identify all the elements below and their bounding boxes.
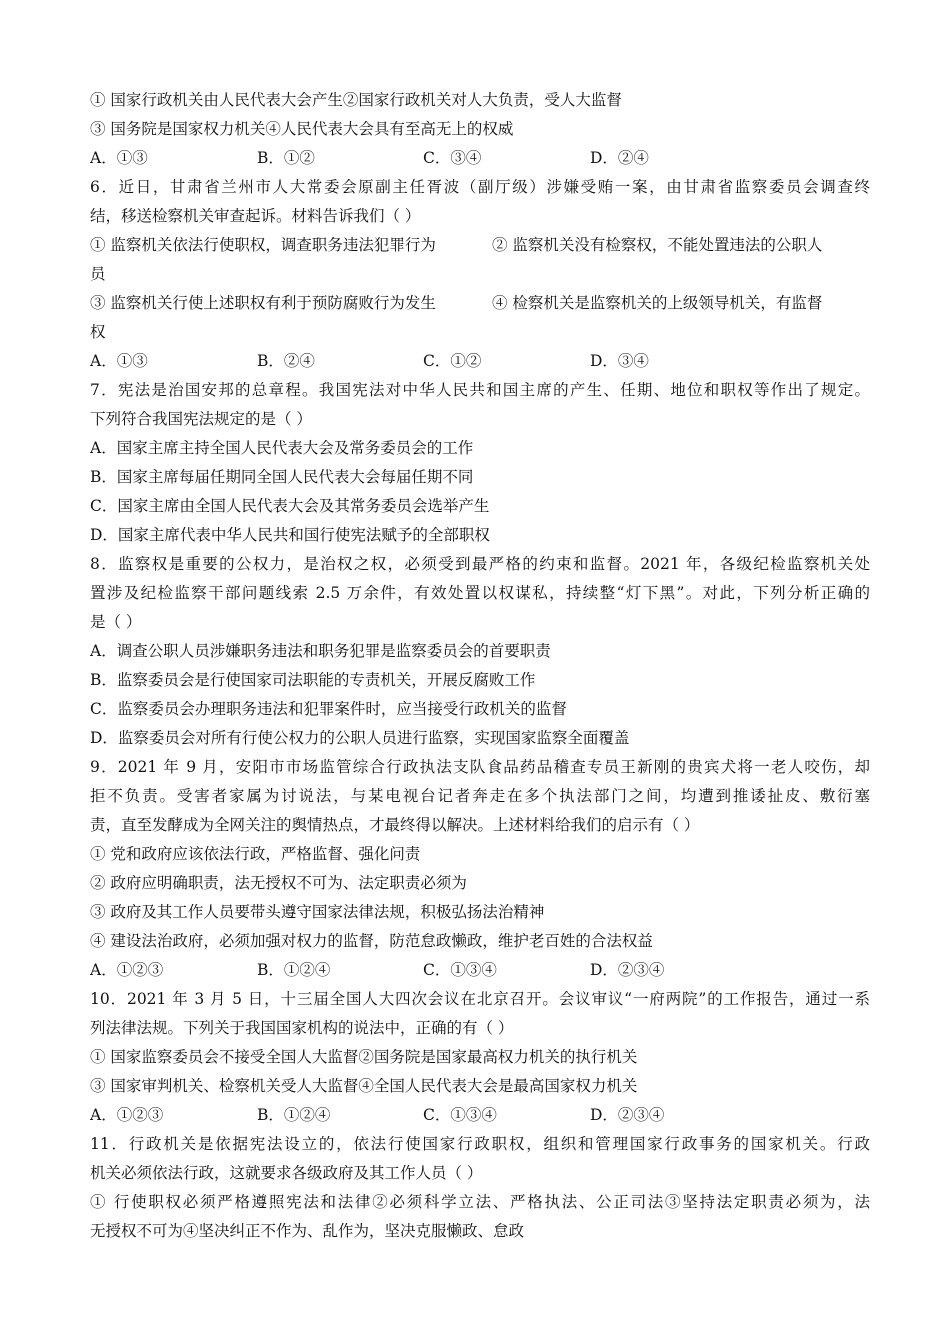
q10-option-b[interactable]: B．①②④ <box>257 1106 331 1124</box>
q8-stem-line-2: 置涉及纪检监察干部问题线索 2.5 万余件，有效处置以权谋私，持续整“灯下黑”。对此，下列分析正确的 <box>90 584 870 602</box>
q9-statement-2: ② 政府应明确职责，法无授权不可为、法定职责必须为 <box>90 874 467 892</box>
q9-stem-line-2: 拒不负责。受害者家属为讨说法，与某电视台记者奔走在多个执法部门之间，均遭到推诿扯皮、敷衍塞 <box>90 787 870 805</box>
q8-option-c[interactable]: C．监察委员会办理职务违法和犯罪案件时，应当接受行政机关的监督 <box>90 700 567 718</box>
q6-statement-2: ② 监察机关没有检察权，不能处置违法的公职人 <box>492 236 823 254</box>
q10-option-d[interactable]: D．②③④ <box>590 1106 665 1124</box>
q9-option-d[interactable]: D．②③④ <box>590 961 665 979</box>
q7-stem-line-1: 7．宪法是治国安邦的总章程。我国宪法对中华人民共和国主席的产生、任期、地位和职权等作出了规定。 <box>90 381 870 399</box>
q6-option-d[interactable]: D．③④ <box>590 352 649 370</box>
q6-statement-4: ④ 检察机关是监察机关的上级领导机关，有监督 <box>492 294 823 312</box>
q9-statement-4: ④ 建设法治政府，必须加强对权力的监督，防范怠政懒政，维护老百姓的合法权益 <box>90 932 653 950</box>
q9-statement-3: ③ 政府及其工作人员要带头遵守国家法律法规，积极弘扬法治精神 <box>90 903 545 921</box>
q9-statement-1: ① 党和政府应该依法行政，严格监督、强化问责 <box>90 845 421 863</box>
q5-statement-1-2: ① 国家行政机关由人民代表大会产生②国家行政机关对人大负责，受人大监督 <box>90 91 622 109</box>
q11-statements-line-1: ① 行使职权必须严格遵照宪法和法律②必须科学立法、严格执法、公正司法③坚持法定职责必须为，法 <box>90 1193 870 1211</box>
q8-option-b[interactable]: B．监察委员会是行使国家司法职能的专责机关，开展反腐败工作 <box>90 671 536 689</box>
q10-statements-1-2: ① 国家监察委员会不接受全国人大监督②国务院是国家最高权力机关的执行机关 <box>90 1048 638 1066</box>
q9-stem-line-3: 责，直至发酵成为全网关注的舆情热点，才最终得以解决。上述材料给我们的启示有（ ） <box>90 816 700 834</box>
q11-statements-line-2: 无授权不可为④坚决纠正不作为、乱作为，坚决克服懒政、怠政 <box>90 1222 525 1240</box>
q6-statement-4-wrap: 权 <box>90 323 106 341</box>
q7-option-b[interactable]: B．国家主席每届任期同全国人民代表大会每届任期不同 <box>90 468 474 486</box>
q5-option-a[interactable]: A．①③ <box>90 149 148 167</box>
q9-option-b[interactable]: B．①②④ <box>257 961 331 979</box>
q5-statement-3-4: ③ 国务院是国家权力机关④人民代表大会具有至高无上的权威 <box>90 120 514 138</box>
q6-options <box>90 351 870 373</box>
q5-option-b[interactable]: B．①② <box>257 149 315 167</box>
q9-option-c[interactable]: C．①③④ <box>423 961 497 979</box>
q6-option-c[interactable]: C．①② <box>423 352 482 370</box>
q10-statements-3-4: ③ 国家审判机关、检察机关受人大监督④全国人民代表大会是最高国家权力机关 <box>90 1077 638 1095</box>
q9-options <box>90 960 870 982</box>
q6-statement-2-wrap: 员 <box>90 265 106 283</box>
q6-option-a[interactable]: A．①③ <box>90 352 148 370</box>
q5-options <box>90 148 870 170</box>
q7-option-c[interactable]: C．国家主席由全国人民代表大会及其常务委员会选举产生 <box>90 497 490 515</box>
q6-statements-3-4 <box>90 293 870 315</box>
q8-stem-line-1: 8．监察权是重要的公权力，是治权之权，必须受到最严格的约束和监督。2021 年，各级纪检监察机关处 <box>90 555 870 573</box>
q10-stem-line-1: 10．2021 年 3 月 5 日，十三届全国人大四次会议在北京召开。会议审议“一府两院”的工作报告，通过一系 <box>90 990 870 1008</box>
q6-stem-line-1: 6．近日，甘肃省兰州市人大常委会原副主任胥波（副厅级）涉嫌受贿一案，由甘肃省监察委员会调查终 <box>90 178 870 196</box>
q10-option-a[interactable]: A．①②③ <box>90 1106 164 1124</box>
q8-option-d[interactable]: D．监察委员会对所有行使公权力的公职人员进行监察，实现国家监察全面覆盖 <box>90 729 630 747</box>
q6-statement-3: ③ 监察机关行使上述职权有利于预防腐败行为发生 <box>90 294 436 312</box>
q10-option-c[interactable]: C．①③④ <box>423 1106 497 1124</box>
q6-statements-1-2 <box>90 235 870 257</box>
q7-option-a[interactable]: A．国家主席主持全国人民代表大会及常务委员会的工作 <box>90 439 474 457</box>
q9-option-a[interactable]: A．①②③ <box>90 961 164 979</box>
q5-option-d[interactable]: D．②④ <box>590 149 649 167</box>
q6-stem-line-2: 结，移送检察机关审查起诉。材料告诉我们（ ） <box>90 207 421 225</box>
q10-stem-line-2: 列法律法规。下列关于我国国家机构的说法中，正确的有（ ） <box>90 1019 514 1037</box>
q6-option-b[interactable]: B．②④ <box>257 352 315 370</box>
q10-options <box>90 1105 870 1127</box>
q7-stem-line-2: 下列符合我国宪法规定的是（ ） <box>90 410 312 428</box>
q7-option-d[interactable]: D．国家主席代表中华人民共和国行使宪法赋予的全部职权 <box>90 526 490 544</box>
q6-statement-1: ① 监察机关依法行使职权，调查职务违法犯罪行为 <box>90 236 436 254</box>
q8-stem-line-3: 是（ ） <box>90 613 142 631</box>
q9-stem-line-1: 9．2021 年 9 月，安阳市市场监管综合行政执法支队食品药品稽查专员王新刚的贵宾犬将一老人咬伤，却 <box>90 758 870 776</box>
q5-option-c[interactable]: C．③④ <box>423 149 482 167</box>
q11-stem-line-2: 机关必须依法行政，这就要求各级政府及其工作人员（ ） <box>90 1164 483 1182</box>
q11-stem-line-1: 11．行政机关是依据宪法设立的，依法行使国家行政职权，组织和管理国家行政事务的国家机关。行政 <box>90 1135 870 1153</box>
q8-option-a[interactable]: A．调查公职人员涉嫌职务违法和职务犯罪是监察委员会的首要职责 <box>90 642 551 660</box>
